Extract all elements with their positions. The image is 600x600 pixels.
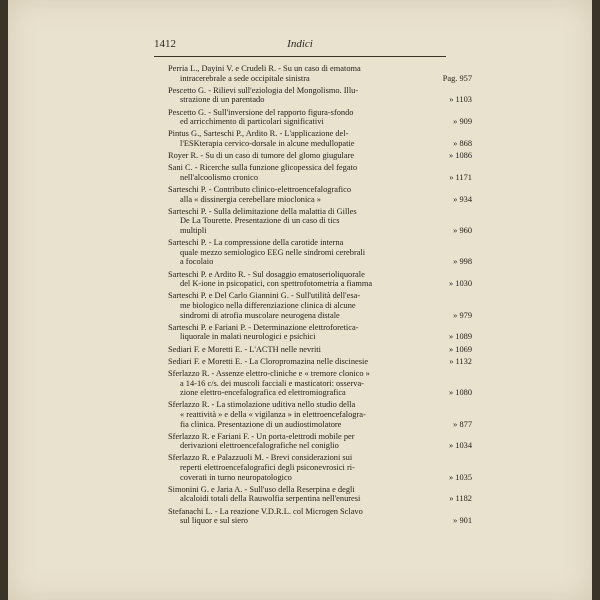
entry-heading-line: Sani C. - Ricerche sulla funzione glicopessica del fegato: [168, 163, 358, 173]
index-entry: [168, 269, 472, 289]
entry-page-reference: » 1035: [448, 472, 472, 482]
entry-heading-line: Pescetto G. - Rilievi sull'eziologia del Mongolismo. Illu-: [168, 85, 359, 95]
entry-continuation-line: alcaloidi totali della Rauwolfia serpentina nell'enuresi: [180, 494, 361, 504]
index-entry-list: [168, 64, 472, 528]
entry-page-reference: » 868: [453, 138, 472, 148]
entry-heading-line: Stefanachi L. - La reazione V.D.R.L. col Microgen Sclavo: [168, 506, 363, 516]
entry-continuation-line: De La Tourette. Presentazione di un caso di tics: [180, 216, 340, 226]
entry-page-reference: » 1030: [448, 279, 472, 289]
entry-continuation-line: liquorale in malati neurologici e psichici: [180, 332, 316, 342]
header-rule: [154, 56, 446, 57]
entry-heading-line: Sferlazzo R. e Fariani F. - Un porta-elettrodi mobile per: [168, 431, 355, 441]
entry-page-reference: » 1034: [448, 441, 472, 451]
entry-continuation-line: « reattività » e della « vigilanza » in elettroencefalogra-: [180, 409, 366, 419]
index-entry: [168, 484, 472, 504]
entry-continuation-line: multipli: [180, 226, 207, 236]
entry-page-reference: » 1080: [448, 388, 472, 398]
entry-continuation-line: nell'alcoolismo cronico: [180, 172, 259, 182]
entry-page-reference: » 1171: [449, 172, 472, 182]
entry-page-reference: » 877: [453, 419, 472, 429]
index-entry: [168, 356, 472, 367]
entry-heading-line: Perria L., Dayini V. e Crudeli R. - Su un caso di ematoma: [168, 64, 361, 73]
running-title: Indici: [287, 38, 313, 50]
entry-heading-line: Sferlazzo R. - La stimolazione uditiva nello studio della: [168, 400, 356, 410]
entry-continuation-line: alla « dissinergia cerebellare mioclonica »: [180, 194, 321, 204]
entry-continuation-line: a 14-16 c/s. dei muscoli facciali e masticatori: osserva-: [180, 378, 364, 388]
entry-heading-line: Sarteschi P. - La compressione della carotide interna: [168, 238, 344, 248]
entry-page-reference: » 1182: [449, 494, 472, 504]
entry-continuation-line: sindromi di atrofia muscolare neurogena distale: [180, 310, 340, 320]
index-entry: [168, 322, 472, 342]
entry-page-reference: » 934: [453, 194, 472, 204]
entry-heading-line: Pintus G., Sarteschi P., Ardito R. - L'applicazione del-: [168, 129, 349, 139]
entry-heading-line: Sarteschi P. e Ardito R. - Sul dosaggio ematoserioliquorale: [168, 269, 365, 279]
index-entry: [168, 64, 472, 83]
page-header: [154, 38, 446, 56]
entry-continuation-line: sul liquor e sul siero: [180, 516, 248, 526]
index-entry: [168, 129, 472, 148]
page-number: 1412: [154, 38, 176, 50]
index-entry: [168, 431, 472, 451]
index-entry: [168, 107, 472, 127]
entry-page-reference: » 998: [453, 257, 472, 267]
entry-heading-line: Simonini G. e Jaria A. - Sull'uso della Reserpina e degli: [168, 484, 355, 494]
entry-heading-line: Sferlazzo R. - Assenze elettro-cliniche e « tremore clonico »: [168, 368, 370, 378]
entry-continuation-line: zione elettro-encefalografica ed elettromiografica: [180, 388, 346, 398]
entry-continuation-line: l'ESKterapia cervico-dorsale in alcune medullopatie: [180, 138, 355, 148]
entry-page-reference: » 1103: [449, 95, 472, 105]
entry-heading-line: Sarteschi P. e Del Carlo Giannini G. - Sull'utilità dell'esa-: [168, 291, 361, 301]
index-entry: [168, 506, 472, 526]
entry-page-reference: » 960: [453, 226, 472, 236]
entry-continuation-line: quale mezzo semiologico EEG nelle sindromi cerebrali: [180, 247, 366, 257]
index-entry: [168, 238, 472, 267]
entry-continuation-line: a focolaio: [180, 257, 214, 267]
entry-continuation-line: ed arricchimento di particolari significativi: [180, 117, 324, 127]
entry-page-reference: » 909: [453, 117, 472, 127]
entry-page-reference: Pag. 957: [442, 73, 472, 83]
entry-page-reference: » 1086: [448, 151, 472, 161]
book-page: [8, 0, 592, 600]
entry-heading-line: Sediari F. e Moretti E. - La Cloropromazina nelle discinesie: [168, 356, 369, 366]
entry-continuation-line: fia clinica. Presentazione di un audiostimolatore: [180, 419, 342, 429]
entry-page-reference: » 1132: [449, 356, 472, 366]
entry-heading-line: Sediari F. e Moretti E. - L'ACTH nelle nevriti: [168, 344, 321, 354]
entry-heading-line: Sferlazzo R. e Palazzuoli M. - Brevi considerazioni sui: [168, 453, 353, 463]
index-entry: [168, 151, 472, 161]
entry-continuation-line: me biologico nella differenziazione clinica di alcune: [180, 301, 356, 310]
entry-continuation-line: strazione di un parentado: [180, 95, 265, 105]
index-entry: [168, 291, 472, 320]
entry-continuation-line: derivazioni elettroencefalografiche nel coniglio: [180, 441, 339, 451]
index-entry: [168, 185, 472, 204]
entry-page-reference: » 1069: [448, 344, 472, 354]
entry-heading-line: Sarteschi P. e Fariani P. - Determinazione elettroforetica-: [168, 322, 359, 332]
entry-heading-line: Pescetto G. - Sull'inversione del rapporto figura-sfondo: [168, 107, 354, 117]
entry-continuation-line: intracerebrale a sede occipitale sinistra: [180, 73, 310, 83]
entry-heading-line: Royer R. - Su di un caso di tumore del glomo giugulare: [168, 151, 355, 161]
index-entry: [168, 163, 472, 182]
index-entry: [168, 453, 472, 482]
entry-continuation-line: coverati in turno neuropatologico: [180, 472, 292, 482]
index-entry: [168, 85, 472, 105]
entry-continuation-line: del K-ione in psicopatici, con spettrofotometria a fiamma: [180, 279, 373, 289]
entry-heading-line: Sarteschi P. - Sulla delimitazione della malattia di Gilles: [168, 206, 357, 216]
index-entry: [168, 206, 472, 236]
entry-page-reference: » 1089: [448, 332, 472, 342]
index-entry: [168, 344, 472, 355]
entry-heading-line: Sarteschi P. - Contributo clinico-elettroencefalografico: [168, 185, 352, 195]
entry-page-reference: » 901: [453, 516, 472, 526]
entry-continuation-line: reperti elettroencefalografici degli psiconevrosici ri-: [180, 463, 355, 473]
index-entry: [168, 400, 472, 429]
index-entry: [168, 368, 472, 398]
entry-page-reference: » 979: [453, 310, 472, 320]
